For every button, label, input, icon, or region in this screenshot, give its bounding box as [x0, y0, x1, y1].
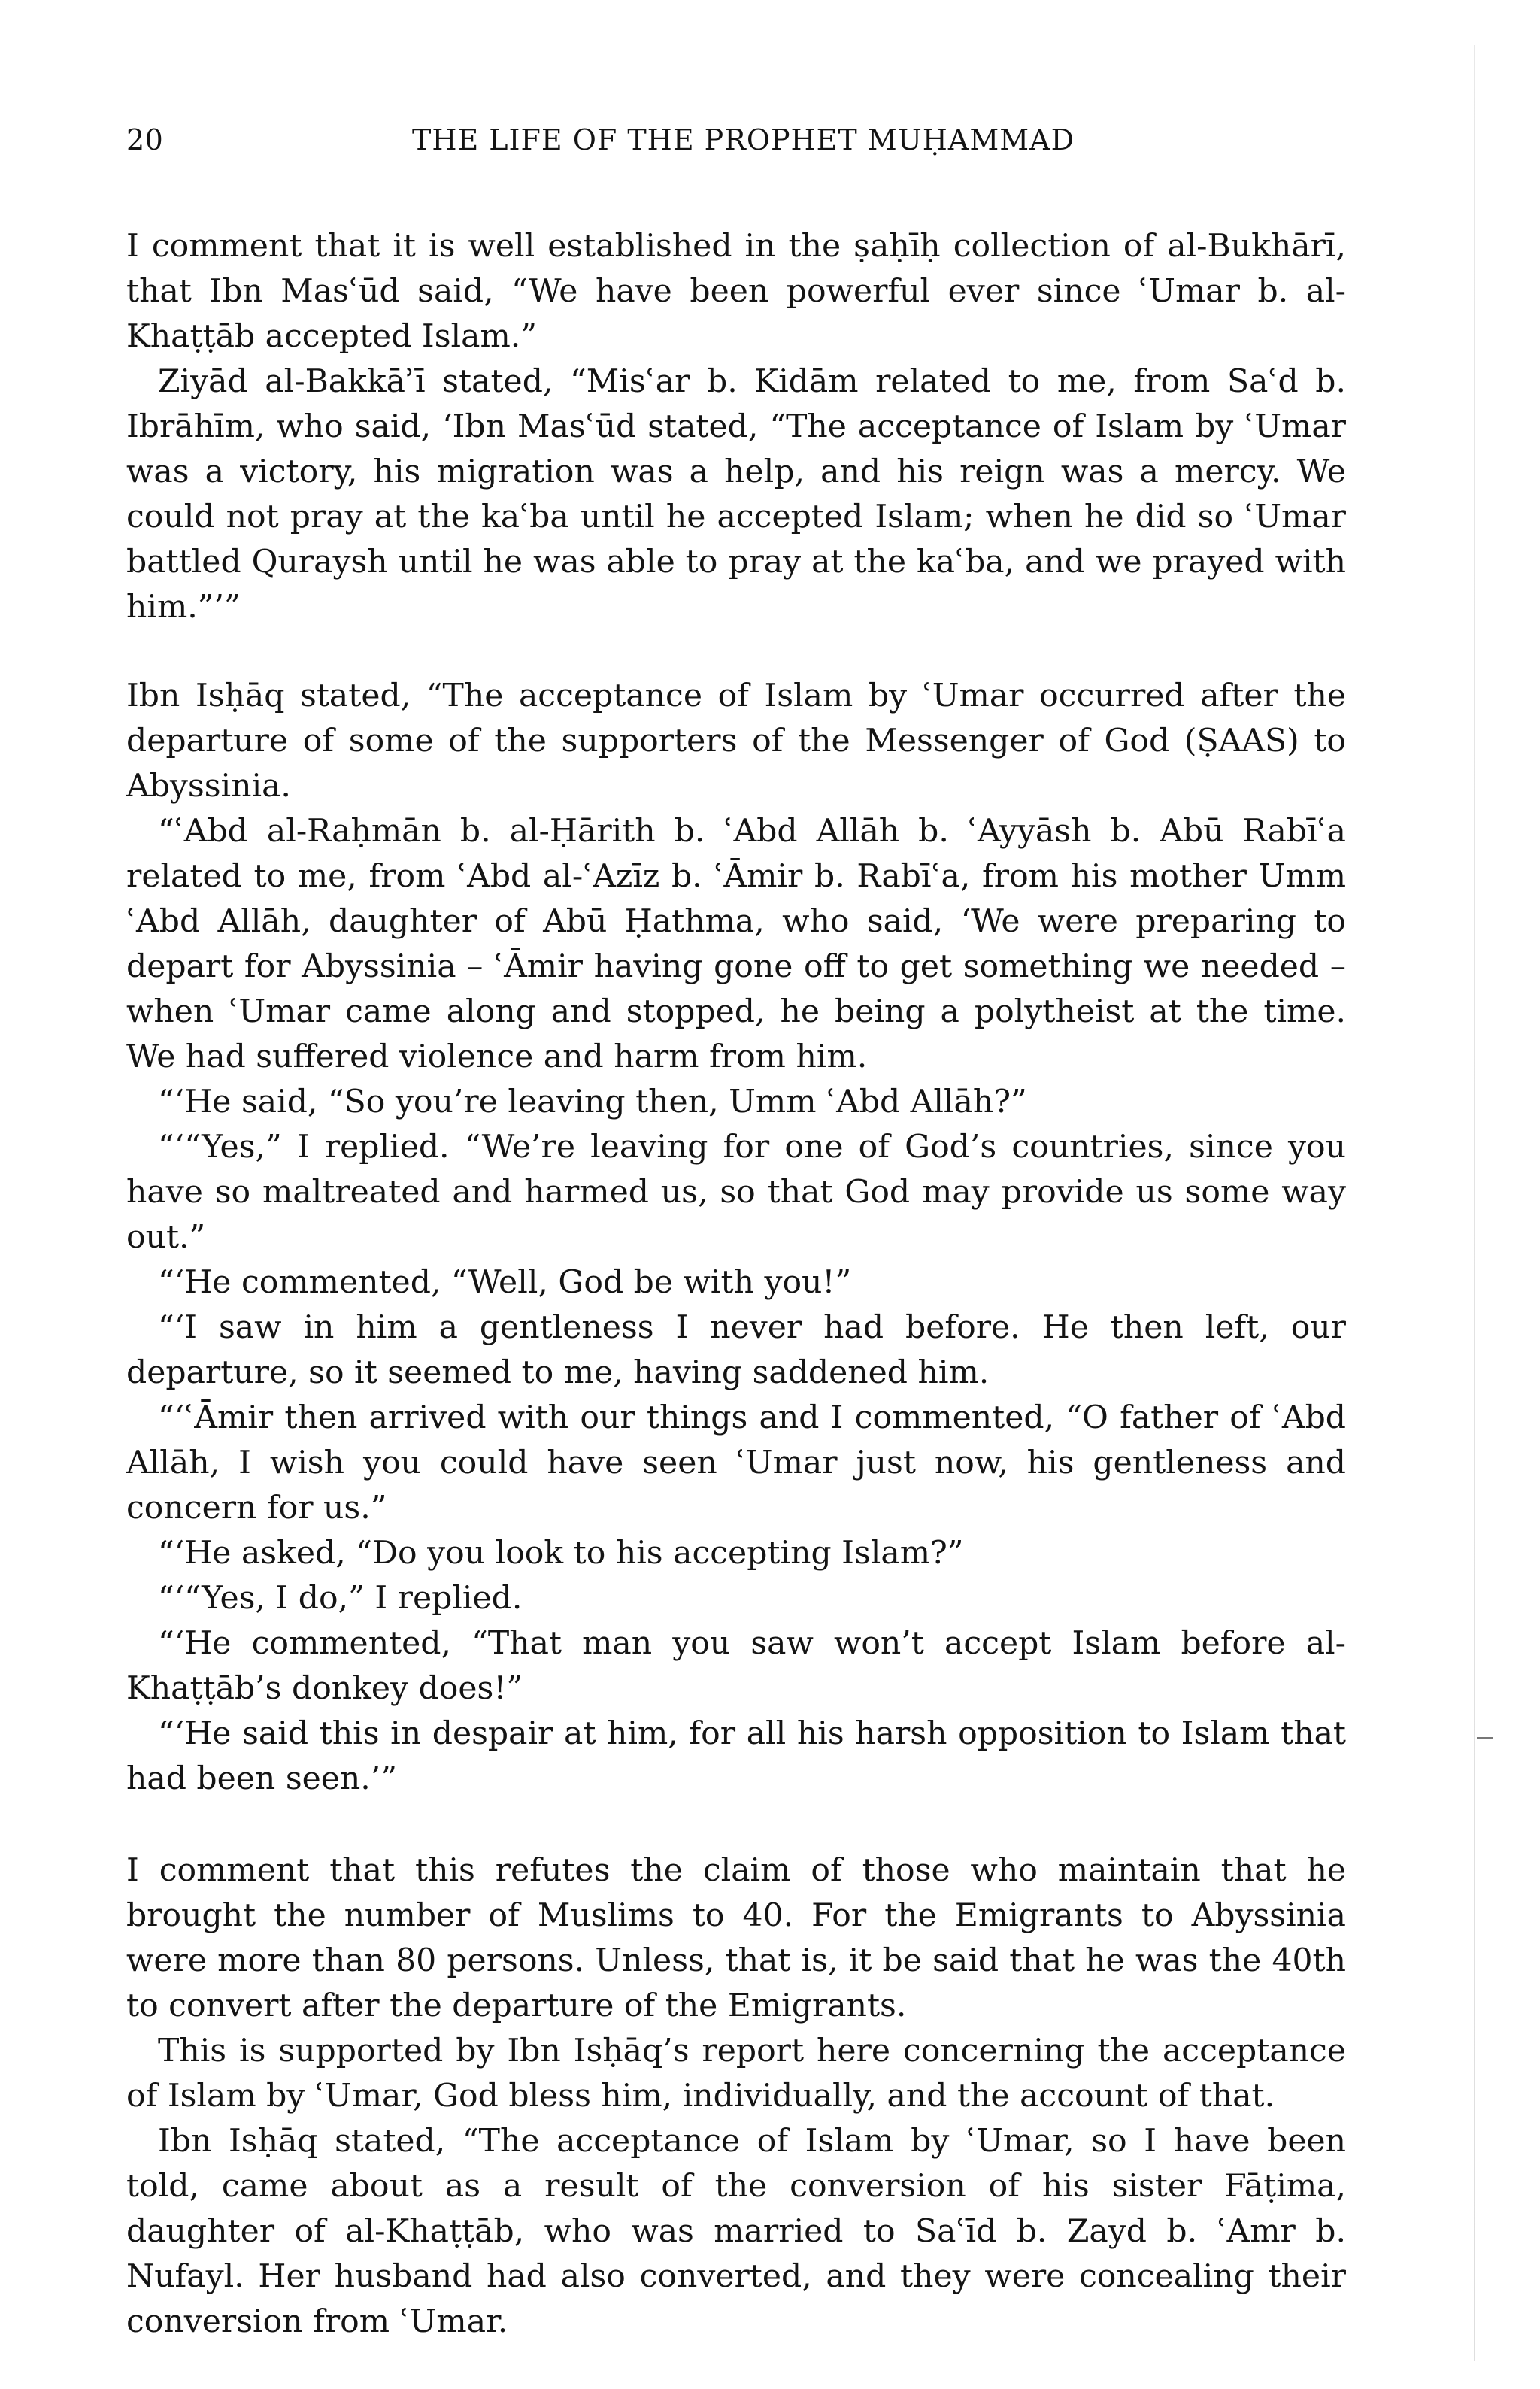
paragraph-5: “‘He said, “So you’re leaving then, Umm ʿAbd Allāh?”	[158, 1084, 1027, 1120]
paragraph-12: “‘He commented, “That man you saw won’t accept Islam before al-Khaṭṭāb’s donkey does!”	[126, 1625, 1346, 1707]
paragraph-14: I comment that this refutes the claim of those who maintain that he brought the number of Muslims to 40. For the Emigrants to Abyssinia were more than 80 persons. Unless, that is, it be said that he was the 40th to convert after the departure of the Emigrants.	[126, 1852, 1346, 2024]
paragraph-13: “‘He said this in despair at him, for all his harsh opposition to Islam that had been seen.’”	[126, 1715, 1346, 1797]
paragraph-3: Ibn Isḥāq stated, “The acceptance of Islam by ʿUmar occurred after the departure of some of the supporters of the Messenger of God (ṢAAS) to Abyssinia.	[126, 678, 1346, 805]
paragraph-1: I comment that it is well established in the ṣaḥīḥ collection of al-Bukhārī, that Ibn Masʿūd said, “We have been powerful ever since ʿUmar b. al-Khaṭṭāb accepted Islam.”	[126, 228, 1346, 355]
paragraph-7: “‘He commented, “Well, God be with you!”	[158, 1264, 852, 1301]
page-number: 20	[126, 123, 164, 156]
paragraph-15: This is supported by Ibn Isḥāq’s report here concerning the acceptance of Islam by ʿUmar, God bless him, individually, and the account of that.	[126, 2033, 1346, 2115]
paragraph-8: “‘I saw in him a gentleness I never had before. He then left, our departure, so it seemed to me, having saddened him.	[126, 1309, 1346, 1391]
body-text	[126, 224, 1346, 2345]
paragraph-16: Ibn Isḥāq stated, “The acceptance of Islam by ʿUmar, so I have been told, came about as a result of the conversion of his sister Fāṭima, daughter of al-Khaṭṭāb, who was married to Saʿīd b. Zayd b. ʿAmr b. Nufayl. Her husband had also converted, and they were concealing their conversion from ʿUmar.	[126, 2123, 1346, 2340]
scan-edge-line	[1474, 45, 1475, 2361]
paragraph-11: “‘“Yes, I do,” I replied.	[158, 1580, 523, 1617]
paragraph-2: Ziyād al-Bakkāʾī stated, “Misʿar b. Kidām related to me, from Saʿd b. Ibrāhīm, who said, ‘Ibn Masʿūd stated, “The acceptance of Islam by ʿUmar was a victory, his migration was a help, and his reign was a mercy. We could not pray at the kaʿba until he accepted Islam; when he did so ʿUmar battled Quraysh until he was able to pray at the kaʿba, and we prayed with him.”’”	[126, 363, 1346, 626]
paragraph-4: “ʿAbd al-Raḥmān b. al-Ḥārith b. ʿAbd Allāh b. ʿAyyāsh b. Abū Rabīʿa related to me, from ʿAbd al-ʿAzīz b. ʿĀmir b. Rabīʿa, from his mother Umm ʿAbd Allāh, daughter of Abū Ḥathma, who said, ‘We were preparing to depart for Abyssinia – ʿĀmir having gone off to get something we needed – when ʿUmar came along and stopped, he being a polytheist at the time. We had suffered violence and harm from him.	[126, 813, 1346, 1075]
paragraph-10: “‘He asked, “Do you look to his accepting Islam?”	[158, 1535, 964, 1572]
paragraph-9: “‘ʿĀmir then arrived with our things and I commented, “O father of ʿAbd Allāh, I wish you could have seen ʿUmar just now, his gentleness and concern for us.”	[126, 1399, 1346, 1526]
running-head: THE LIFE OF THE PROPHET MUḤAMMAD	[412, 123, 1075, 156]
page-header	[126, 123, 1344, 168]
scan-edge-tick	[1477, 1737, 1493, 1739]
paragraph-6: “‘“Yes,” I replied. “We’re leaving for one of God’s countries, since you have so maltreated and harmed us, so that God may provide us some way out.”	[126, 1129, 1346, 1256]
